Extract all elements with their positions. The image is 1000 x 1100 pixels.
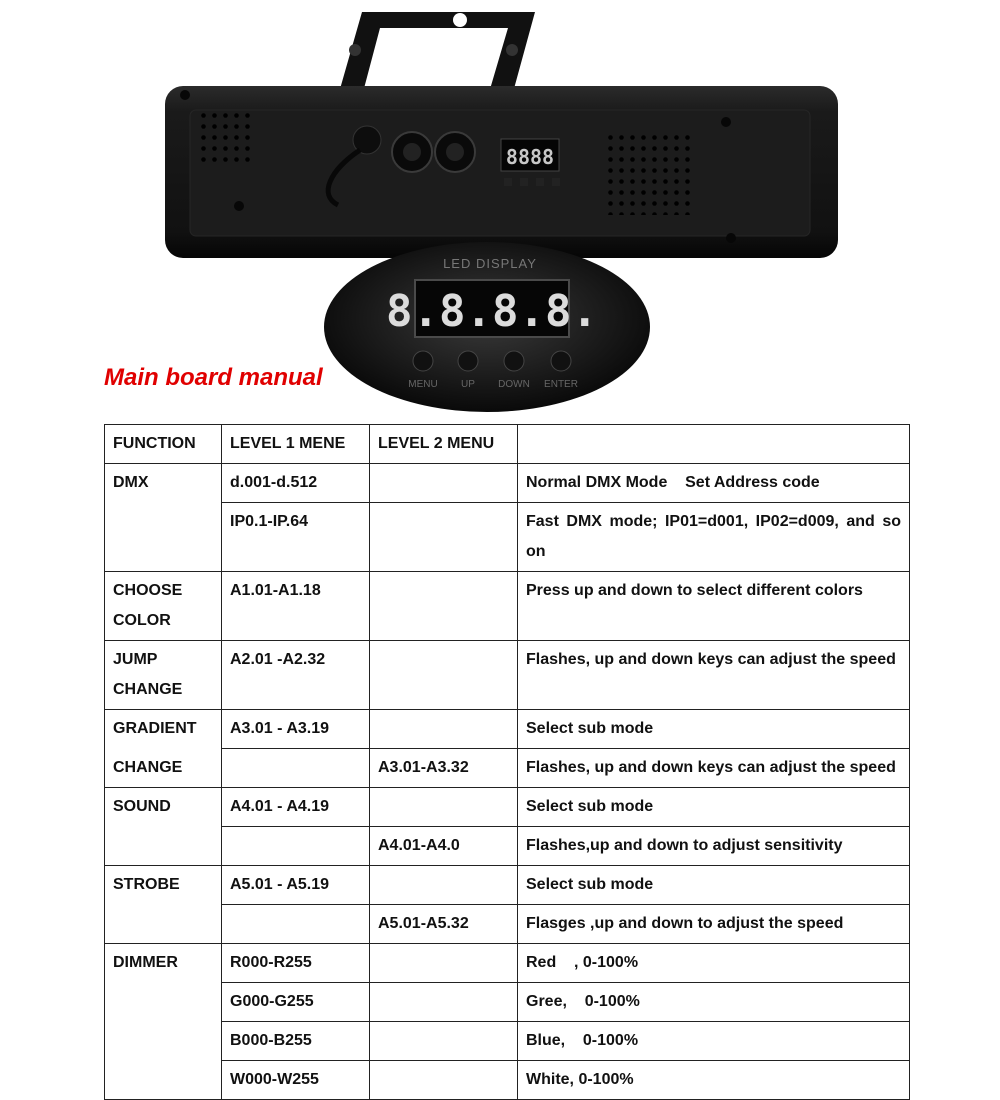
product-photo [0,0,1000,420]
description-cell: Select sub mode [518,866,910,905]
table-row [105,983,910,1022]
table-row [105,1061,910,1100]
description-cell: Fast DMX mode; IP01=d001, IP02=d009, and so on [518,503,910,572]
up-button-label: UP [461,379,475,390]
level2-cell: A4.01-A4.0 [370,827,518,866]
level2-cell [370,710,518,749]
level1-cell: R000-R255 [222,944,370,983]
table-row [105,503,910,572]
level2-cell [370,1022,518,1061]
level1-cell: A5.01 - A5.19 [222,866,370,905]
light-bar-body [165,86,838,258]
description-cell: Flashes,up and down to adjust sensitivity [518,827,910,866]
description-cell: Flasges ,up and down to adjust the speed [518,905,910,944]
table-row [105,944,910,983]
level2-cell [370,866,518,905]
function-cell: CHANGE [105,749,222,788]
display-digits: 8.8.8.8. [386,286,598,337]
level1-cell: B000-B255 [222,1022,370,1061]
description-cell: Normal DMX Mode Set Address code [518,464,910,503]
table-row [105,641,910,710]
table-row [105,905,910,944]
svg-text:8888: 8888 [505,145,555,169]
table-row [105,749,910,788]
table-row [105,1022,910,1061]
function-cell: GRADIENT [105,710,222,749]
level2-cell [370,572,518,641]
level2-cell [370,983,518,1022]
table-row [105,827,910,866]
level2-cell [370,464,518,503]
main-board-manual-title: Main board manual [104,364,323,391]
header-level2: LEVEL 2 MENU [370,425,518,464]
table-row [105,572,910,641]
level1-cell: IP0.1-IP.64 [222,503,370,572]
mounting-bracket [338,12,535,96]
description-cell: Flashes, up and down keys can adjust the speed [518,749,910,788]
table-row [105,710,910,749]
enter-button-label: ENTER [544,379,578,390]
table-row [105,788,910,827]
level2-cell [370,944,518,983]
level1-cell [222,749,370,788]
level1-cell: A1.01-A1.18 [222,572,370,641]
description-cell: Red , 0-100% [518,944,910,983]
header-description [518,425,910,464]
level1-cell: A3.01 - A3.19 [222,710,370,749]
level2-cell [370,1061,518,1100]
description-cell: Flashes, up and down keys can adjust the speed [518,641,910,710]
level1-cell [222,905,370,944]
dmx-in-connector [392,132,432,172]
function-cell: STROBE [105,866,222,944]
function-cell: SOUND [105,788,222,866]
level1-cell: A4.01 - A4.19 [222,788,370,827]
header-function: FUNCTION [105,425,222,464]
table-header-row [105,425,910,464]
level2-cell [370,503,518,572]
level2-cell [370,641,518,710]
function-cell: DIMMER [105,944,222,1100]
function-cell: JUMP CHANGE [105,641,222,710]
level1-cell [222,827,370,866]
table-row [105,464,910,503]
level1-cell: d.001-d.512 [222,464,370,503]
description-cell: Press up and down to select different colors [518,572,910,641]
description-cell: White, 0-100% [518,1061,910,1100]
level2-cell: A3.01-A3.32 [370,749,518,788]
dmx-out-connector [435,132,475,172]
menu-button-label: MENU [408,379,438,390]
display-magnifier [324,242,650,412]
header-level1: LEVEL 1 MENE [222,425,370,464]
main-board-manual-table [104,424,910,1100]
level1-cell: G000-G255 [222,983,370,1022]
level1-cell: A2.01 -A2.32 [222,641,370,710]
level2-cell [370,788,518,827]
display-label: LED DISPLAY [443,256,537,271]
function-cell: DMX [105,464,222,572]
description-cell: Select sub mode [518,788,910,827]
function-cell: CHOOSE COLOR [105,572,222,641]
table-row [105,866,910,905]
down-button-label: DOWN [498,379,530,390]
description-cell: Blue, 0-100% [518,1022,910,1061]
description-cell: Select sub mode [518,710,910,749]
level2-cell: A5.01-A5.32 [370,905,518,944]
description-cell: Gree, 0-100% [518,983,910,1022]
level1-cell: W000-W255 [222,1061,370,1100]
